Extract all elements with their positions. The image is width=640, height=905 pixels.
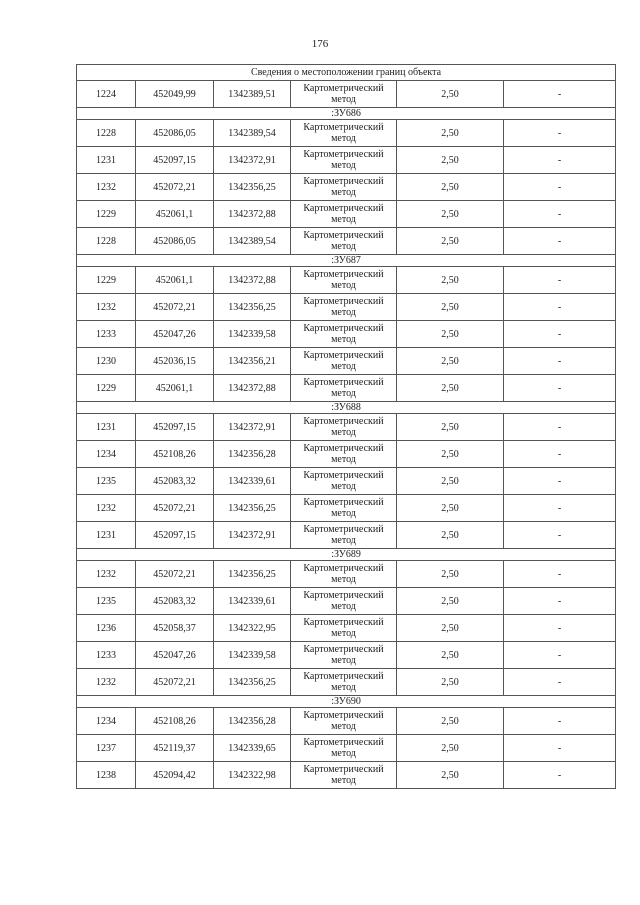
y-coordinate-cell: 1342372,91 <box>214 147 291 174</box>
precision-cell: 2,50 <box>397 375 504 402</box>
description-cell: - <box>504 561 616 588</box>
y-coordinate-cell: 1342356,28 <box>214 708 291 735</box>
method-cell: Картометрический метод <box>291 495 397 522</box>
description-cell: - <box>504 228 616 255</box>
method-cell: Картометрический метод <box>291 762 397 789</box>
x-coordinate-cell: 452108,26 <box>136 441 214 468</box>
method-cell: Картометрический метод <box>291 642 397 669</box>
table-row <box>77 267 616 294</box>
description-cell: - <box>504 321 616 348</box>
y-coordinate-cell: 1342372,88 <box>214 375 291 402</box>
x-coordinate-cell: 452097,15 <box>136 522 214 549</box>
point-number-cell: 1232 <box>77 669 136 696</box>
description-cell: - <box>504 735 616 762</box>
precision-cell: 2,50 <box>397 120 504 147</box>
y-coordinate-cell: 1342389,54 <box>214 120 291 147</box>
method-cell: Картометрический метод <box>291 375 397 402</box>
precision-cell: 2,50 <box>397 468 504 495</box>
point-number-cell: 1232 <box>77 294 136 321</box>
method-cell: Картометрический метод <box>291 201 397 228</box>
method-cell: Картометрический метод <box>291 441 397 468</box>
description-cell: - <box>504 375 616 402</box>
precision-cell: 2,50 <box>397 348 504 375</box>
table-header: Сведения о местоположении границ объекта <box>77 65 616 81</box>
y-coordinate-cell: 1342372,88 <box>214 201 291 228</box>
x-coordinate-cell: 452072,21 <box>136 174 214 201</box>
x-coordinate-cell: 452036,15 <box>136 348 214 375</box>
point-number-cell: 1229 <box>77 201 136 228</box>
point-number-cell: 1233 <box>77 321 136 348</box>
method-cell: Картометрический метод <box>291 669 397 696</box>
y-coordinate-cell: 1342339,58 <box>214 642 291 669</box>
precision-cell: 2,50 <box>397 228 504 255</box>
table-row <box>77 321 616 348</box>
x-coordinate-cell: 452061,1 <box>136 267 214 294</box>
method-cell: Картометрический метод <box>291 174 397 201</box>
method-cell: Картометрический метод <box>291 615 397 642</box>
x-coordinate-cell: 452047,26 <box>136 321 214 348</box>
precision-cell: 2,50 <box>397 267 504 294</box>
table-row <box>77 228 616 255</box>
method-cell: Картометрический метод <box>291 228 397 255</box>
table-row <box>77 735 616 762</box>
point-number-cell: 1238 <box>77 762 136 789</box>
x-coordinate-cell: 452061,1 <box>136 375 214 402</box>
method-cell: Картометрический метод <box>291 267 397 294</box>
description-cell: - <box>504 468 616 495</box>
y-coordinate-cell: 1342339,65 <box>214 735 291 762</box>
description-cell: - <box>504 642 616 669</box>
precision-cell: 2,50 <box>397 708 504 735</box>
precision-cell: 2,50 <box>397 522 504 549</box>
x-coordinate-cell: 452119,37 <box>136 735 214 762</box>
table-row <box>77 522 616 549</box>
description-cell: - <box>504 495 616 522</box>
description-cell: - <box>504 762 616 789</box>
x-coordinate-cell: 452072,21 <box>136 495 214 522</box>
table-row <box>77 642 616 669</box>
precision-cell: 2,50 <box>397 81 504 108</box>
method-cell: Картометрический метод <box>291 321 397 348</box>
x-coordinate-cell: 452083,32 <box>136 588 214 615</box>
y-coordinate-cell: 1342322,98 <box>214 762 291 789</box>
y-coordinate-cell: 1342356,25 <box>214 495 291 522</box>
description-cell: - <box>504 669 616 696</box>
precision-cell: 2,50 <box>397 735 504 762</box>
boundary-coordinates-table <box>76 64 616 789</box>
method-cell: Картометрический метод <box>291 414 397 441</box>
y-coordinate-cell: 1342356,25 <box>214 174 291 201</box>
description-cell: - <box>504 708 616 735</box>
y-coordinate-cell: 1342356,28 <box>214 441 291 468</box>
y-coordinate-cell: 1342356,21 <box>214 348 291 375</box>
method-cell: Картометрический метод <box>291 588 397 615</box>
precision-cell: 2,50 <box>397 321 504 348</box>
description-cell: - <box>504 615 616 642</box>
method-cell: Картометрический метод <box>291 735 397 762</box>
y-coordinate-cell: 1342322,95 <box>214 615 291 642</box>
x-coordinate-cell: 452097,15 <box>136 414 214 441</box>
precision-cell: 2,50 <box>397 762 504 789</box>
table-row <box>77 669 616 696</box>
method-cell: Картометрический метод <box>291 348 397 375</box>
page-number: 176 <box>311 38 329 50</box>
point-number-cell: 1232 <box>77 561 136 588</box>
table-row <box>77 414 616 441</box>
table-row <box>77 201 616 228</box>
table-row <box>77 348 616 375</box>
x-coordinate-cell: 452061,1 <box>136 201 214 228</box>
x-coordinate-cell: 452094,42 <box>136 762 214 789</box>
x-coordinate-cell: 452108,26 <box>136 708 214 735</box>
precision-cell: 2,50 <box>397 294 504 321</box>
point-number-cell: 1237 <box>77 735 136 762</box>
y-coordinate-cell: 1342389,51 <box>214 81 291 108</box>
table-row <box>77 615 616 642</box>
description-cell: - <box>504 348 616 375</box>
y-coordinate-cell: 1342372,88 <box>214 267 291 294</box>
description-cell: - <box>504 267 616 294</box>
y-coordinate-cell: 1342339,61 <box>214 468 291 495</box>
table-row <box>77 588 616 615</box>
table-row <box>77 468 616 495</box>
table-row <box>77 441 616 468</box>
method-cell: Картометрический метод <box>291 522 397 549</box>
method-cell: Картометрический метод <box>291 561 397 588</box>
point-number-cell: 1230 <box>77 348 136 375</box>
table-row <box>77 762 616 789</box>
section-row <box>77 402 616 414</box>
method-cell: Картометрический метод <box>291 294 397 321</box>
y-coordinate-cell: 1342372,91 <box>214 414 291 441</box>
precision-cell: 2,50 <box>397 642 504 669</box>
method-cell: Картометрический метод <box>291 81 397 108</box>
description-cell: - <box>504 120 616 147</box>
point-number-cell: 1231 <box>77 414 136 441</box>
description-cell: - <box>504 588 616 615</box>
table-row <box>77 495 616 522</box>
description-cell: - <box>504 522 616 549</box>
table-row <box>77 375 616 402</box>
precision-cell: 2,50 <box>397 414 504 441</box>
point-number-cell: 1229 <box>77 267 136 294</box>
precision-cell: 2,50 <box>397 669 504 696</box>
precision-cell: 2,50 <box>397 201 504 228</box>
description-cell: - <box>504 81 616 108</box>
point-number-cell: 1228 <box>77 228 136 255</box>
table-row <box>77 561 616 588</box>
y-coordinate-cell: 1342356,25 <box>214 294 291 321</box>
precision-cell: 2,50 <box>397 561 504 588</box>
x-coordinate-cell: 452072,21 <box>136 294 214 321</box>
point-number-cell: 1232 <box>77 174 136 201</box>
x-coordinate-cell: 452058,37 <box>136 615 214 642</box>
point-number-cell: 1228 <box>77 120 136 147</box>
point-number-cell: 1234 <box>77 708 136 735</box>
method-cell: Картометрический метод <box>291 120 397 147</box>
point-number-cell: 1236 <box>77 615 136 642</box>
y-coordinate-cell: 1342356,25 <box>214 561 291 588</box>
point-number-cell: 1233 <box>77 642 136 669</box>
section-title: :ЗУ687 <box>77 255 616 267</box>
table-row <box>77 174 616 201</box>
description-cell: - <box>504 441 616 468</box>
table-row <box>77 81 616 108</box>
x-coordinate-cell: 452072,21 <box>136 669 214 696</box>
method-cell: Картометрический метод <box>291 468 397 495</box>
table-header-row <box>77 65 616 81</box>
precision-cell: 2,50 <box>397 588 504 615</box>
section-title: :ЗУ690 <box>77 696 616 708</box>
point-number-cell: 1224 <box>77 81 136 108</box>
method-cell: Картометрический метод <box>291 708 397 735</box>
section-title: :ЗУ688 <box>77 402 616 414</box>
point-number-cell: 1231 <box>77 522 136 549</box>
y-coordinate-cell: 1342339,58 <box>214 321 291 348</box>
table-row <box>77 708 616 735</box>
point-number-cell: 1235 <box>77 588 136 615</box>
description-cell: - <box>504 294 616 321</box>
point-number-cell: 1229 <box>77 375 136 402</box>
section-row <box>77 549 616 561</box>
x-coordinate-cell: 452072,21 <box>136 561 214 588</box>
x-coordinate-cell: 452097,15 <box>136 147 214 174</box>
precision-cell: 2,50 <box>397 147 504 174</box>
description-cell: - <box>504 147 616 174</box>
point-number-cell: 1232 <box>77 495 136 522</box>
precision-cell: 2,50 <box>397 495 504 522</box>
x-coordinate-cell: 452049,99 <box>136 81 214 108</box>
x-coordinate-cell: 452083,32 <box>136 468 214 495</box>
y-coordinate-cell: 1342389,54 <box>214 228 291 255</box>
table-row <box>77 294 616 321</box>
precision-cell: 2,50 <box>397 174 504 201</box>
method-cell: Картометрический метод <box>291 147 397 174</box>
x-coordinate-cell: 452086,05 <box>136 228 214 255</box>
section-title: :ЗУ689 <box>77 549 616 561</box>
description-cell: - <box>504 414 616 441</box>
table-row <box>77 120 616 147</box>
section-row <box>77 696 616 708</box>
point-number-cell: 1235 <box>77 468 136 495</box>
table-row <box>77 147 616 174</box>
description-cell: - <box>504 174 616 201</box>
precision-cell: 2,50 <box>397 441 504 468</box>
section-row <box>77 108 616 120</box>
description-cell: - <box>504 201 616 228</box>
section-title: :ЗУ686 <box>77 108 616 120</box>
point-number-cell: 1234 <box>77 441 136 468</box>
y-coordinate-cell: 1342339,61 <box>214 588 291 615</box>
section-row <box>77 255 616 267</box>
y-coordinate-cell: 1342372,91 <box>214 522 291 549</box>
x-coordinate-cell: 452086,05 <box>136 120 214 147</box>
precision-cell: 2,50 <box>397 615 504 642</box>
x-coordinate-cell: 452047,26 <box>136 642 214 669</box>
y-coordinate-cell: 1342356,25 <box>214 669 291 696</box>
point-number-cell: 1231 <box>77 147 136 174</box>
